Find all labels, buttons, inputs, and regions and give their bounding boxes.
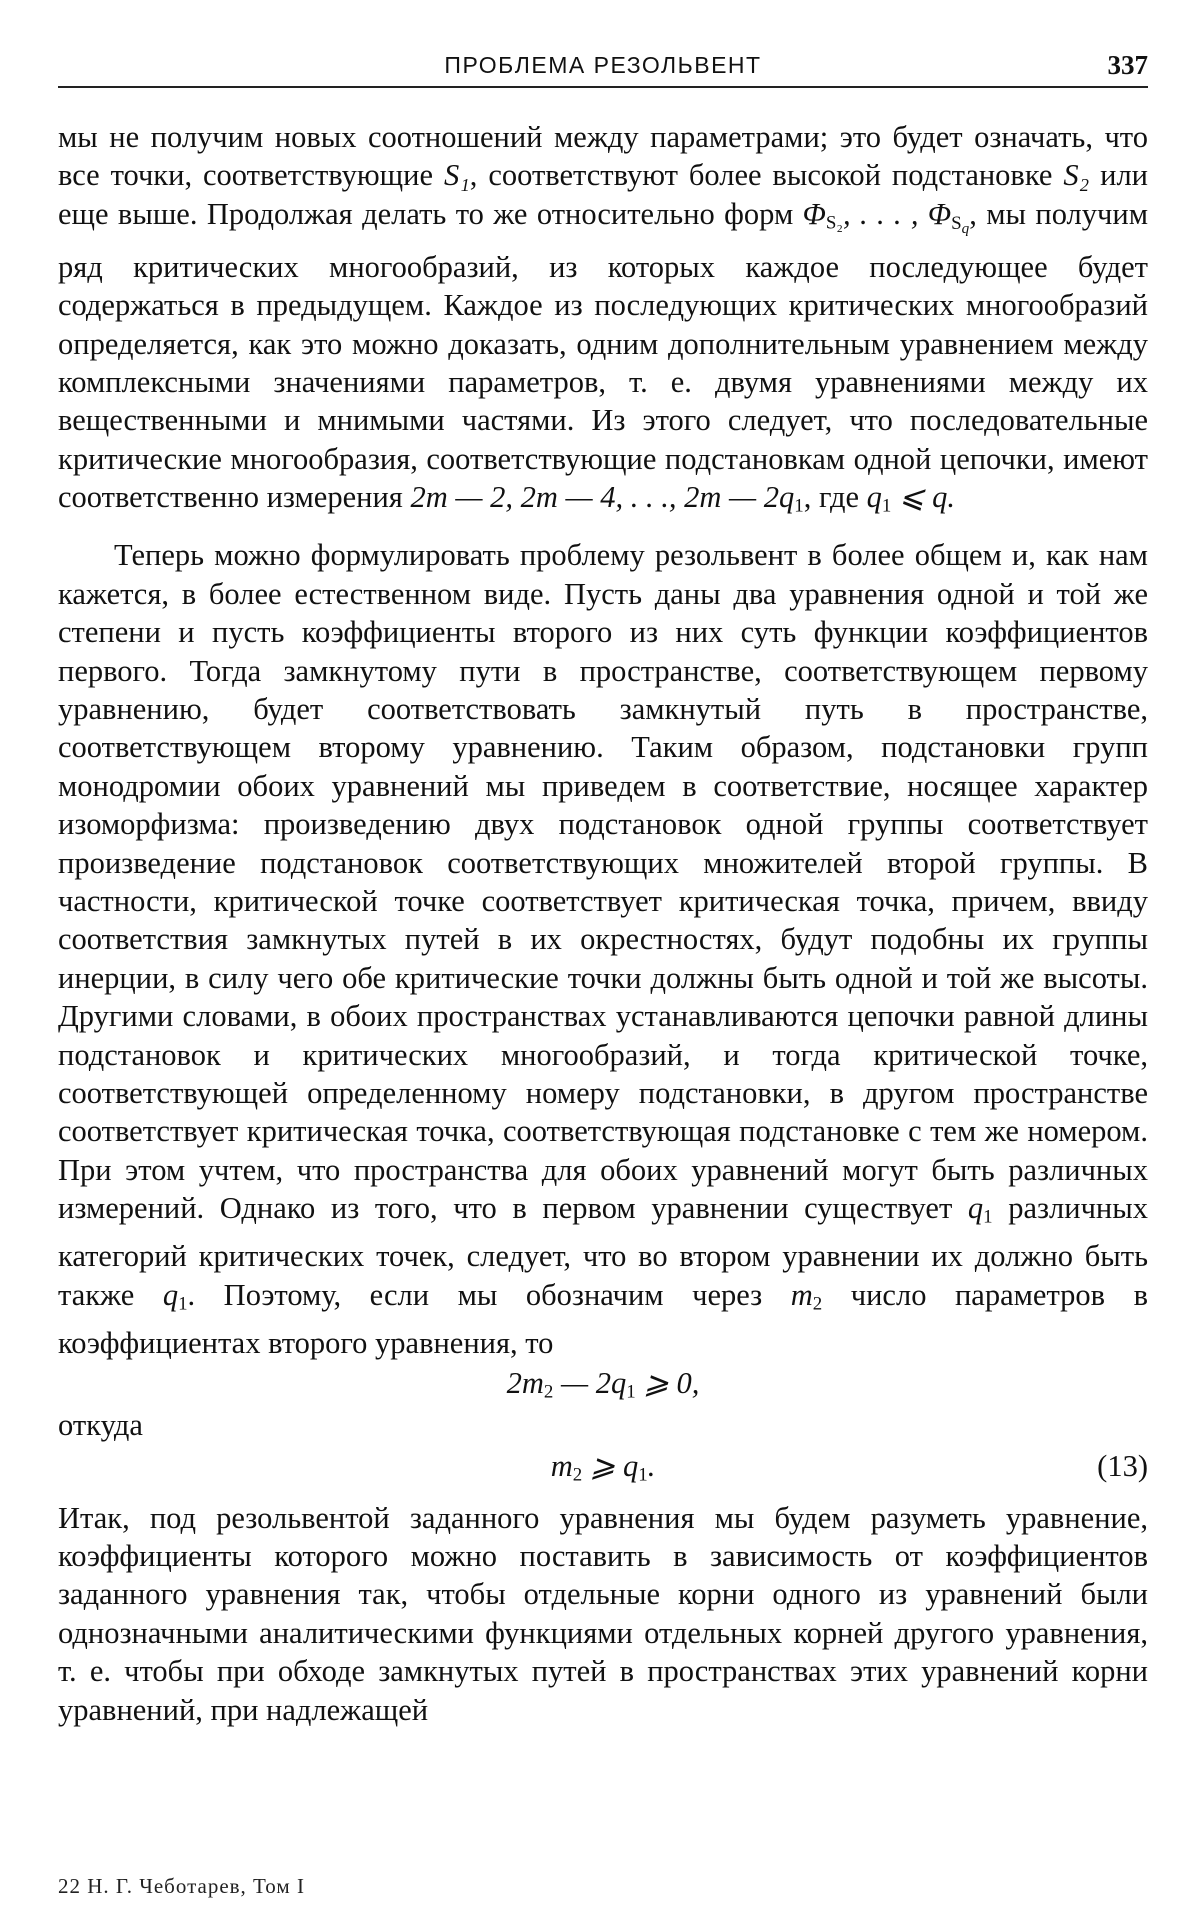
math-phi-forms: ΦS₂, . . . , ΦSq — [803, 197, 970, 231]
equation-number: (13) — [1097, 1447, 1148, 1485]
math-q1-condition: q1 ⩽ q. — [867, 480, 955, 514]
paragraph-2: Теперь можно формулировать проблему резольвент в более общем и, как нам кажется, в более естественном виде. Пусть даны два уравнения одной и той же степени и пусть коэффициенты второго из них суть функции коэффициентов первого. Тогда замкнутому пути в пространстве, соответствующем первому уравнению, будет соответствовать замкнутый путь в пространстве, соответствующем второму уравнению. Таким образом, подстановки групп монодромии обоих уравнений мы приведем в соответствие, носящее характер изоморфизма: произведению двух подстановок одной группы соответствует произведение подстановок соответствующих множителей второй группы. В частности, критической точке соответствует критическая точка, причем, ввиду соответствия замкнутых путей в их окрестностях, будут подобны их группы инерции, в силу чего обе критические точки должны быть одной и той же высоты. Другими словами, в обоих пространствах устанавливаются цепочки равной длины подстановок и критических многообразий, и тогда критической точке, соответствующей определенному номеру подстановки, в другом пространстве соответствует критическая точка, соответствующая подстановке с тем же номером. При этом учтем, что пространства для обоих уравнений могут быть различных измерений. Однако из того, что в первом уравнении существует q1 различных категорий критических точек, следует, что во втором уравнении их должно быть также q1. Поэтому, если мы обозначим через m2 число параметров в коэффициентах второго уравнения, то — [58, 536, 1148, 1362]
page-number: 337 — [1108, 50, 1149, 81]
paragraph-1: мы не получим новых соотношений между параметрами; это будет означать, что все точки, соответствующие S₁, соответствуют более высокой подстановке S₂ или еще выше. Продолжая делать то же относительно форм ΦS₂, . . . , ΦSq, мы получим ряд критических многообразий, из которых каждое последующее будет содержаться в предыдущем. Каждое из последующих критических многообразий определяется, как это можно доказать, одним дополнительным уравнением между комплексными значениями параметров, т. е. двумя уравнениями между их вещественными и мнимыми частями. Из этого следует, что последовательные критические многообразия, соответствующие подстановкам одной цепочки, имеют соответственно измерения 2m — 2, 2m — 4, . . ., 2m — 2q1, где q1 ⩽ q. — [58, 118, 1148, 526]
math-q1: q1 — [968, 1191, 993, 1225]
page-header — [58, 52, 1148, 88]
header-rule — [58, 86, 1148, 88]
paragraph-3: Итак, под резольвентой заданного уравнения мы будем разуметь уравнение, коэффициенты которого можно поставить в зависимость от коэффициентов заданного уравнения так, чтобы отдельные корни одного из уравнений были однозначными аналитическими функциями отдельных корней другого уравнения, т. е. чтобы при обходе замкнутых путей в пространствах этих уравнений корни уравнений, при надлежащей — [58, 1499, 1148, 1729]
running-title: ПРОБЛЕМА РЕЗОЛЬВЕНТ — [58, 52, 1148, 79]
math-s1: S₁ — [444, 158, 470, 192]
math-s2: S₂ — [1063, 158, 1089, 192]
math-q1-second: q1 — [163, 1278, 188, 1312]
printer-signature: 22 Н. Г. Чеботарев, Том I — [58, 1874, 305, 1899]
math-m2: m2 — [791, 1278, 822, 1312]
math-dimensions: 2m — 2, 2m — 4, . . ., — [410, 480, 676, 514]
math-dimension-last: 2m — 2q1 — [684, 480, 804, 514]
book-page — [0, 0, 1200, 1914]
equation-13: m2 ⩾ q1. (13) — [58, 1447, 1148, 1487]
body-text — [58, 118, 1148, 1729]
equation-inequality: 2m2 — 2q1 ⩾ 0, — [58, 1364, 1148, 1404]
word-otkuda: откуда — [58, 1406, 1148, 1444]
